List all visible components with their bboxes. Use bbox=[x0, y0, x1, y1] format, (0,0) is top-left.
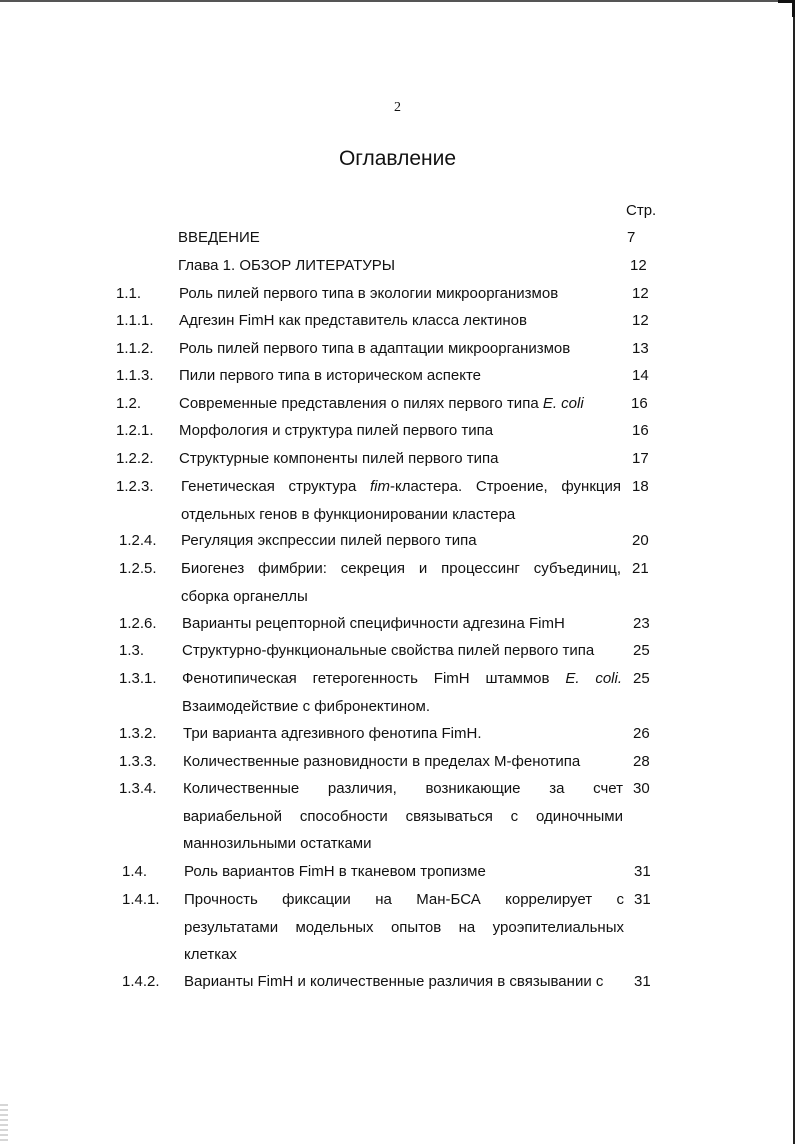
toc-entry-page: 16 bbox=[631, 395, 648, 412]
toc-entry-page: 26 bbox=[633, 725, 650, 742]
toc-entry-number: 1.2. bbox=[116, 395, 142, 412]
toc-entry-title-part: Количественные различия, возникающие за счет bbox=[183, 780, 623, 797]
toc-entry-title bbox=[181, 527, 477, 555]
toc-entry-number: 1.3.3. bbox=[119, 753, 157, 770]
toc-entry-title-continuation: сборка органеллы bbox=[181, 587, 308, 605]
scan-corner-mark bbox=[778, 0, 795, 17]
toc-entry-title bbox=[179, 335, 570, 363]
toc-entry-number: 1.2.1. bbox=[116, 422, 154, 439]
toc-entry-number: 1.1.2. bbox=[116, 340, 154, 357]
toc-entry-number: 1.1.3. bbox=[116, 367, 154, 384]
toc-entry-title-part: Морфология и структура пилей первого типа bbox=[179, 422, 494, 439]
toc-entry-title-italic: E. coli bbox=[542, 395, 584, 412]
toc-entry-title bbox=[179, 445, 498, 473]
toc-entry-page: 14 bbox=[632, 367, 649, 384]
toc-entry-title bbox=[179, 280, 558, 308]
toc-entry-number: 1.3. bbox=[119, 642, 145, 659]
toc-entry-page: 12 bbox=[632, 312, 649, 329]
toc-entry-title bbox=[178, 224, 260, 252]
toc-entry-title-continuation: Взаимодействие с фибронектином. bbox=[182, 697, 431, 715]
toc-entry-page: 16 bbox=[632, 422, 649, 439]
toc-entry-title bbox=[184, 858, 486, 886]
toc-entry-number: 1.3.1. bbox=[119, 670, 157, 687]
toc-entry-page: 7 bbox=[627, 229, 636, 246]
page-column-label: Стр. bbox=[626, 202, 657, 219]
toc-entry-page: 12 bbox=[632, 285, 649, 302]
toc-entry-title bbox=[182, 637, 594, 665]
toc-entry-number: 1.2.3. bbox=[116, 478, 154, 495]
toc-entry-page: 31 bbox=[634, 973, 651, 990]
toc-entry-page: 21 bbox=[632, 560, 649, 577]
scan-border-top bbox=[0, 0, 795, 2]
toc-entry-title-part: Варианты рецепторной специфичности адгезина FimH bbox=[182, 615, 565, 632]
toc-entry-title-part: Регуляция экспрессии пилей первого типа bbox=[181, 532, 477, 549]
toc-entry-number: 1.2.4. bbox=[119, 532, 157, 549]
toc-entry-title-italic: E. coli. bbox=[565, 670, 622, 687]
toc-entry-title-continuation: результатами модельных опытов на уроэпителиальных bbox=[184, 918, 624, 936]
toc-entry-title bbox=[183, 748, 580, 776]
toc-entry-title-continuation: вариабельной способности связываться с одиночными bbox=[183, 807, 623, 825]
toc-entry-title-part: Адгезин FimH как представитель класса лектинов bbox=[179, 312, 527, 329]
toc-entry-number: 1.2.2. bbox=[116, 450, 154, 467]
toc-entry-page: 18 bbox=[632, 478, 649, 495]
page-number: 2 bbox=[394, 100, 401, 115]
toc-entry-title-part: Роль пилей первого типа в адаптации микроорганизмов bbox=[179, 340, 571, 357]
toc-entry-title-part: Варианты FimH и количественные различия в связывании с bbox=[184, 973, 604, 990]
toc-entry-title-part: Роль пилей первого типа в экологии микроорганизмов bbox=[179, 285, 559, 302]
toc-entry-number: 1.1. bbox=[116, 285, 142, 302]
toc-entry-title bbox=[181, 555, 621, 583]
toc-entry-title bbox=[183, 775, 623, 803]
toc-entry-title-part: Генетическая структура bbox=[181, 478, 357, 495]
toc-entry-title-continuation: отдельных генов в функционировании кластера bbox=[181, 505, 516, 523]
toc-entry-title-part: Фенотипическая гетерогенность FimH штаммов bbox=[182, 670, 550, 687]
toc-entry-page: 23 bbox=[633, 615, 650, 632]
toc-entry-number: 1.4.1. bbox=[122, 891, 160, 908]
toc-entry-title bbox=[181, 473, 621, 501]
toc-entry-title-part: Биогенез фимбрии: секреция и процессинг субъединиц, bbox=[181, 560, 621, 577]
toc-entry-number: 1.2.6. bbox=[119, 615, 157, 632]
toc-entry-title bbox=[184, 886, 624, 914]
toc-entry-title bbox=[182, 610, 565, 638]
toc-entry-page: 31 bbox=[634, 891, 651, 908]
toc-entry-title bbox=[179, 417, 493, 445]
toc-entry-title-part: -кластера. Строение, функция bbox=[389, 478, 621, 495]
toc-entry-title bbox=[178, 252, 395, 280]
toc-entry-page: 25 bbox=[633, 642, 650, 659]
toc-entry-page: 25 bbox=[633, 670, 650, 687]
toc-entry-title bbox=[182, 665, 622, 693]
toc-entry-page: 28 bbox=[633, 753, 650, 770]
toc-entry-title bbox=[184, 968, 603, 996]
toc-entry-number: 1.1.1. bbox=[116, 312, 154, 329]
toc-entry-title-part: Глава 1. ОБЗОР ЛИТЕРАТУРЫ bbox=[178, 257, 396, 274]
toc-entry-title bbox=[179, 362, 481, 390]
toc-title: Оглавление bbox=[338, 147, 457, 170]
toc-entry-page: 30 bbox=[633, 780, 650, 797]
toc-entry-number: 1.3.2. bbox=[119, 725, 157, 742]
toc-entry-title-italic: fim bbox=[369, 478, 390, 495]
toc-entry-page: 12 bbox=[630, 257, 647, 274]
toc-entry-title-part: Три варианта адгезивного фенотипа FimH. bbox=[183, 725, 482, 742]
toc-entry-title-part: Структурно-функциональные свойства пилей первого типа bbox=[182, 642, 595, 659]
toc-entry-title-part: Роль вариантов FimH в тканевом тропизме bbox=[184, 863, 486, 880]
toc-entry-number: 1.4. bbox=[122, 863, 148, 880]
toc-entry-title bbox=[179, 307, 527, 335]
toc-entry-title-part: Количественные разновидности в пределах М-фенотипа bbox=[183, 753, 581, 770]
toc-entry-title-part: Современные представления о пилях первого типа bbox=[179, 395, 539, 412]
toc-entry-title bbox=[183, 720, 482, 748]
toc-entry-title-part: Пили первого типа в историческом аспекте bbox=[179, 367, 482, 384]
toc-entry-title-continuation: клетках bbox=[184, 946, 237, 963]
toc-entry-page: 13 bbox=[632, 340, 649, 357]
scan-artifact bbox=[0, 1104, 8, 1144]
toc-entry-page: 17 bbox=[632, 450, 649, 467]
toc-entry-title bbox=[179, 390, 584, 418]
toc-entry-page: 20 bbox=[632, 532, 649, 549]
toc-entry-title-part: Структурные компоненты пилей первого типа bbox=[179, 450, 499, 467]
toc-entry-number: 1.2.5. bbox=[119, 560, 157, 577]
toc-entry-title-part: Прочность фиксации на Ман-БСА коррелирует с bbox=[184, 891, 624, 908]
toc-entry-page: 31 bbox=[634, 863, 651, 880]
toc-entry-number: 1.4.2. bbox=[122, 973, 160, 990]
toc-entry-title-continuation: маннозильными остатками bbox=[183, 835, 372, 852]
toc-entry-title-part: ВВЕДЕНИЕ bbox=[178, 229, 260, 246]
toc-entry-number: 1.3.4. bbox=[119, 780, 157, 797]
